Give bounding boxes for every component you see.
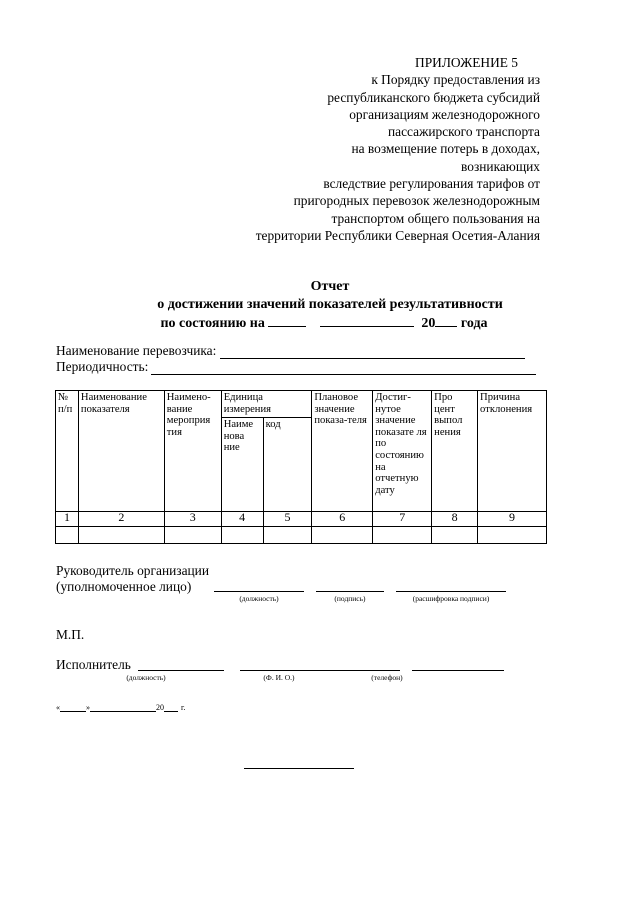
head-label (56, 563, 209, 595)
appendix-line: организациям железнодорожного (349, 106, 540, 122)
column-number-row (56, 512, 547, 527)
period-blank (151, 362, 536, 375)
appendix-line: на возмещение потерь в доходах, (351, 141, 540, 157)
th-planned: Плановое значение показа-теля (312, 391, 373, 512)
year-blank (435, 314, 457, 327)
appendix-line: республиканского бюджета субсидий (327, 89, 540, 105)
empty-cell (373, 527, 432, 544)
header-row (56, 391, 547, 418)
appendix-line: к Порядку предоставления из (371, 72, 540, 88)
col-num: 5 (263, 512, 312, 527)
col-num: 1 (56, 512, 79, 527)
col-num: 2 (78, 512, 164, 527)
date-month-blank (90, 704, 156, 712)
empty-cell (221, 527, 263, 544)
th-num: № п/п (56, 391, 79, 512)
empty-cell (78, 527, 164, 544)
head-line1: Руководитель организации (56, 563, 210, 578)
cap-position: (должность) (239, 594, 279, 603)
head-line2: (уполномоченное лицо) (56, 579, 192, 594)
date-line (56, 703, 185, 712)
empty-cell (164, 527, 221, 544)
cap-decode: (расшифровка подписи) (412, 594, 490, 603)
head-signature-blank (316, 591, 384, 592)
title-suffix: года (460, 316, 488, 331)
empty-data-row (56, 527, 547, 544)
date-year-blank (164, 704, 178, 712)
day-blank (268, 314, 306, 327)
empty-cell (432, 527, 478, 544)
empty-cell (263, 527, 312, 544)
col-num: 7 (373, 512, 432, 527)
th-unit-name: Наиме нова ние (221, 418, 263, 512)
title-date-prefix: по состоянию на (160, 316, 265, 331)
empty-cell (56, 527, 79, 544)
exec-position-blank (138, 670, 224, 671)
col-num: 9 (478, 512, 547, 527)
period-row (56, 359, 536, 375)
cap-exec-position: (должность) (126, 673, 166, 682)
date-day-blank (60, 704, 86, 712)
col-num: 6 (312, 512, 373, 527)
appendix-line: пригородных перевозок железнодорожным (293, 193, 540, 209)
th-achieved: Достиг-нутое значение показате ля по состоянию на отчетную дату (373, 391, 432, 512)
carrier-row (56, 343, 536, 359)
col-num: 4 (221, 512, 263, 527)
th-event: Наимено-вание мероприя тия (164, 391, 221, 512)
appendix-line: вследствие регулирования тарифов от (323, 176, 540, 192)
title-year: 20 (421, 316, 436, 331)
th-unit-code: код (263, 418, 312, 512)
exec-phone-blank (412, 670, 504, 671)
cap-signature: (подпись) (334, 594, 366, 603)
appendix-line: возникающих (461, 158, 540, 174)
executor-label: Исполнитель (56, 657, 131, 672)
appendix-line: пассажирского транспорта (388, 124, 540, 140)
carrier-blank (220, 346, 525, 359)
carrier-label: Наименование перевозчика: (56, 343, 217, 358)
date-quote-open: « (56, 703, 60, 712)
th-reason: Причина отклонения (478, 391, 547, 512)
col-num: 8 (432, 512, 478, 527)
cap-phone: (телефон) (371, 673, 403, 682)
th-indicator: Наименование показателя (78, 391, 164, 512)
month-blank (320, 314, 414, 327)
period-label: Периодичность: (56, 359, 149, 374)
report-fields (56, 343, 536, 375)
empty-cell (478, 527, 547, 544)
head-position-blank (214, 591, 304, 592)
th-percent: Про цент выпол нения (432, 391, 478, 512)
indicators-table (55, 390, 547, 544)
date-quote-close: » (86, 703, 90, 712)
exec-fio-blank (240, 670, 400, 671)
title-line2: о достижении значений показателей результативности (157, 297, 503, 312)
th-unit: Единица измерения (221, 391, 312, 418)
appendix-line: транспортом общего пользования на (331, 210, 540, 226)
col-num: 3 (164, 512, 221, 527)
cap-fio: (Ф. И. О.) (263, 673, 295, 682)
appendix-line: территории Республики Северная Осетия-Алания (255, 227, 540, 243)
date-year: 20 (156, 703, 164, 712)
appendix-header (200, 54, 540, 244)
head-decode-blank (396, 591, 506, 592)
closing-separator (244, 768, 354, 769)
date-g: г. (181, 703, 186, 712)
title-line1: Отчет (310, 279, 350, 294)
stamp-label: М.П. (56, 627, 85, 642)
appendix-heading: ПРИЛОЖЕНИЕ 5 (415, 55, 518, 70)
empty-cell (312, 527, 373, 544)
report-title (60, 278, 600, 333)
title-line3 (48, 314, 600, 333)
